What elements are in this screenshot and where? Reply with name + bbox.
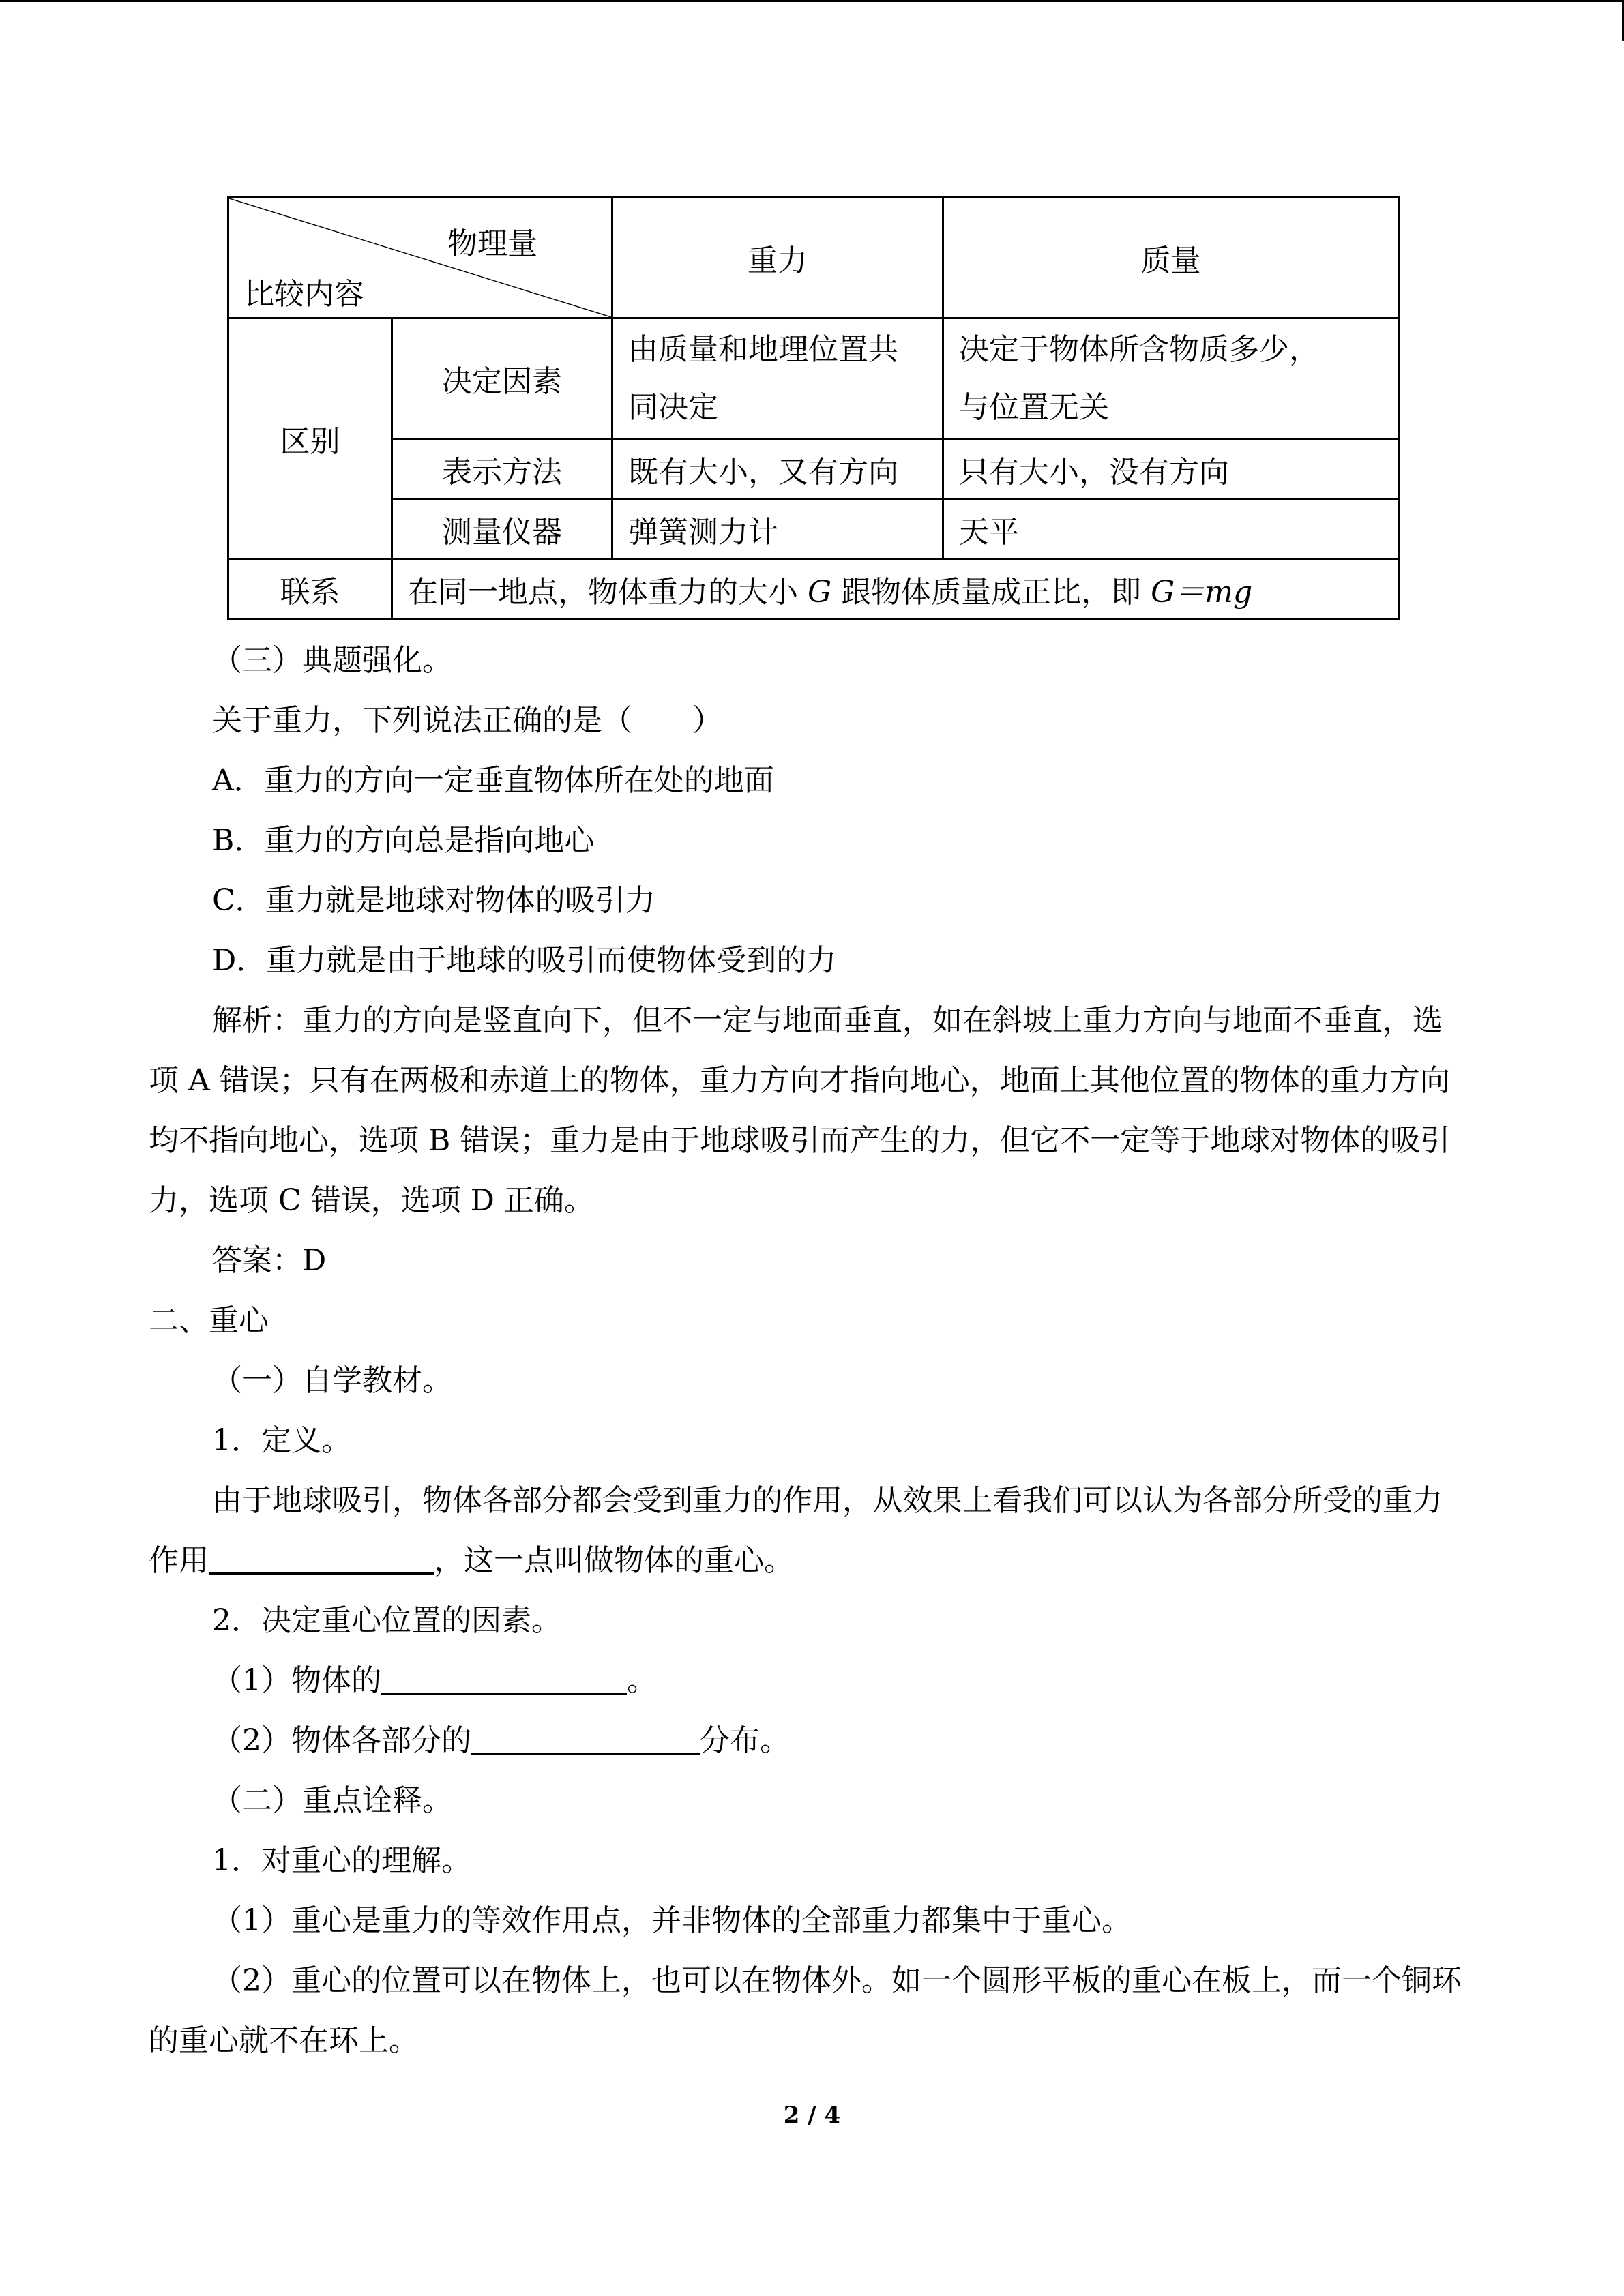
link-text-part: 跟物体质量成正比，即 xyxy=(831,574,1151,610)
link-text-part: 在同一地点，物体重力的大小 xyxy=(408,574,808,610)
analysis-paragraph: 解析：重力的方向是竖直向下，但不一定与地面垂直，如在斜坡上重力方向与地面不垂直，选项 A 错误；只有在两极和赤道上的物体，重力方向才指向地心，地面上其他位置的物体的重力方向均不指向地心，选项 B 错误；重力是由于地球吸引而产生的力，但它不一定等于地球对物体的吸引力，选项 C 错误，选项 D 正确。 xyxy=(149,1003,1451,1218)
header-physical-quantity: 物理量 xyxy=(447,226,537,261)
gravity-cell-line1: 由质量和地理位置共 xyxy=(628,332,898,367)
gravity-cell-line2: 同决定 xyxy=(628,390,718,425)
factor-text: （2）物体各部分的 xyxy=(212,1723,471,1758)
row-label: 测量仪器 xyxy=(392,499,612,559)
option-d: D．重力就是由于地球的吸引而使物体受到的力 xyxy=(212,943,837,978)
link-text xyxy=(392,559,1399,619)
header-mass: 质量 xyxy=(943,198,1399,318)
table-row-link xyxy=(228,559,1399,619)
understanding-title: 1．对重心的理解。 xyxy=(212,1843,471,1878)
option-b: B．重力的方向总是指向地心 xyxy=(212,823,595,858)
header-comparison-content: 比较内容 xyxy=(244,277,364,312)
subsection-title: （二）重点诠释。 xyxy=(212,1783,452,1818)
gravity-cell: 既有大小，又有方向 xyxy=(612,439,943,499)
definition-title: 1．定义。 xyxy=(212,1423,351,1458)
definition-text: 由于地球吸引，物体各部分都会受到重力的作用，从效果上看我们可以认为各部分所受的重力作用 xyxy=(149,1483,1443,1578)
section-heading: 二、重心 xyxy=(149,1303,269,1338)
row-label: 决定因素 xyxy=(392,318,612,439)
option-c: C．重力就是地球对物体的吸引力 xyxy=(212,883,655,918)
table-row xyxy=(228,439,1399,499)
factor-2 xyxy=(149,1711,1468,1771)
mass-cell xyxy=(943,318,1399,439)
table-row xyxy=(228,499,1399,559)
subsection-title: （一）自学教材。 xyxy=(212,1363,452,1398)
table-header-row xyxy=(228,198,1399,318)
mass-cell: 只有大小，没有方向 xyxy=(943,439,1399,499)
mass-cell: 天平 xyxy=(943,499,1399,559)
factor-text: 。 xyxy=(627,1663,657,1698)
body-text xyxy=(149,631,1468,2071)
mass-cell-line2: 与位置无关 xyxy=(959,390,1109,425)
definition-text: ，这一点叫做物体的重心。 xyxy=(434,1543,794,1578)
diagonal-header-cell xyxy=(228,198,612,318)
fill-blank[interactable] xyxy=(471,1721,700,1755)
gravity-cell xyxy=(612,318,943,439)
point-2: （2）重心的位置可以在物体上，也可以在物体外。如一个圆形平板的重心在板上，而一个铜环的重心就不在环上。 xyxy=(149,1963,1462,2058)
link-symbol-g: G xyxy=(808,574,832,610)
fill-blank[interactable] xyxy=(381,1661,627,1695)
section-title: （三）典题强化。 xyxy=(212,643,452,678)
link-label: 联系 xyxy=(228,559,392,619)
factors-title: 2．决定重心位置的因素。 xyxy=(212,1603,561,1638)
header-gravity: 重力 xyxy=(612,198,943,318)
mass-cell-line1: 决定于物体所含物质多少， xyxy=(959,332,1319,367)
point-1: （1）重心是重力的等效作用点，并非物体的全部重力都集中于重心。 xyxy=(212,1903,1132,1938)
answer: 答案：D xyxy=(212,1243,327,1278)
row-label: 表示方法 xyxy=(392,439,612,499)
definition-paragraph xyxy=(149,1471,1468,1591)
question: 关于重力，下列说法正确的是（ ） xyxy=(212,703,722,738)
factor-text: 分布。 xyxy=(700,1723,790,1758)
gravity-cell: 弹簧测力计 xyxy=(612,499,943,559)
top-border xyxy=(0,0,1624,2)
table-row xyxy=(228,318,1399,439)
link-formula: G＝mg xyxy=(1151,574,1253,610)
factor-text: （1）物体的 xyxy=(212,1663,381,1698)
fill-blank[interactable] xyxy=(209,1541,434,1575)
factor-1 xyxy=(149,1651,1468,1711)
page-number: 2 / 4 xyxy=(783,2102,841,2129)
option-a: A．重力的方向一定垂直物体所在处的地面 xyxy=(212,763,774,798)
comparison-table xyxy=(227,196,1400,620)
group-label-difference: 区别 xyxy=(228,318,392,559)
